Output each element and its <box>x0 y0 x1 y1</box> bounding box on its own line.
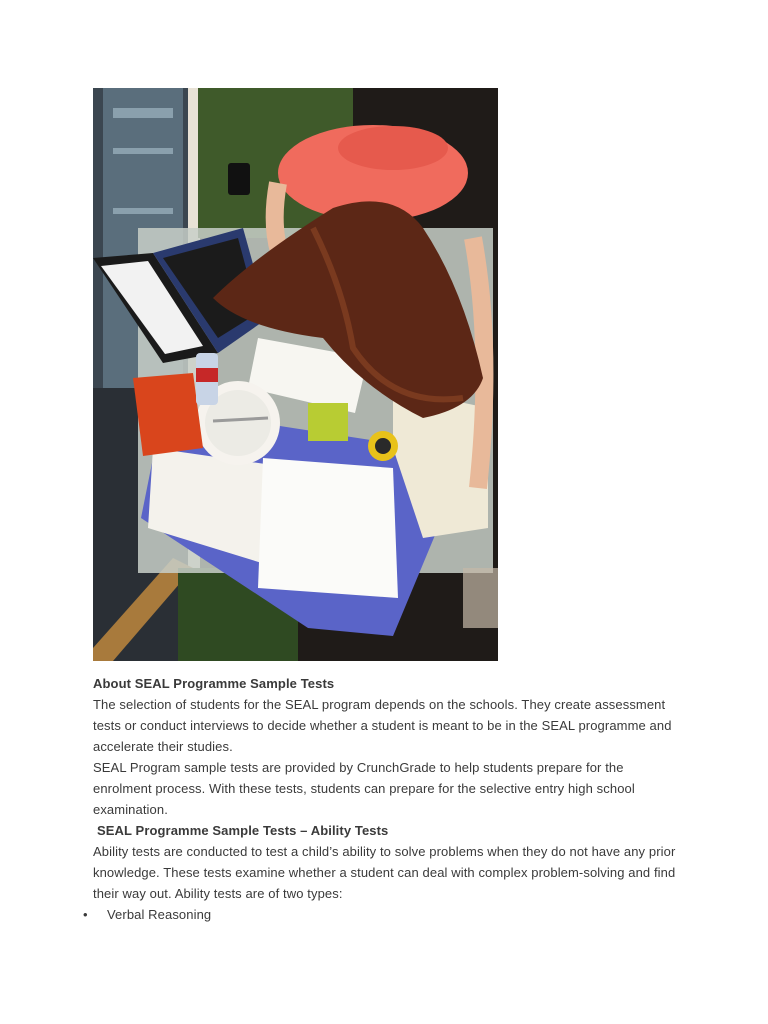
test-types-list <box>83 904 683 925</box>
paragraph-sample-tests: SEAL Program sample tests are provided by CrunchGrade to help students prepare for the enrolment process. With these tests, students can prepare for the selective entry high school examination. <box>93 760 635 817</box>
photo-illustration <box>93 88 498 661</box>
section-heading-about: About SEAL Programme Sample Tests <box>93 676 335 691</box>
student-studying-photo <box>93 88 498 661</box>
list-item-label: Verbal Reasoning <box>107 907 212 922</box>
section-heading-ability-tests: SEAL Programme Sample Tests – Ability Tests <box>97 823 389 838</box>
paragraph-ability-tests: Ability tests are conducted to test a child’s ability to solve problems when they do not have any prior knowledge. These tests examine whether a student can deal with complex problem-solving and find their way out. Ability tests are of two types: <box>93 844 676 901</box>
list-item <box>83 904 683 925</box>
article-content <box>83 673 683 925</box>
bullet-icon: • <box>83 907 88 922</box>
paragraph-selection: The selection of students for the SEAL program depends on the schools. They create assessment tests or conduct interviews to decide whether a student is meant to be in the SEAL programme and accelerate their studies. <box>93 697 672 754</box>
